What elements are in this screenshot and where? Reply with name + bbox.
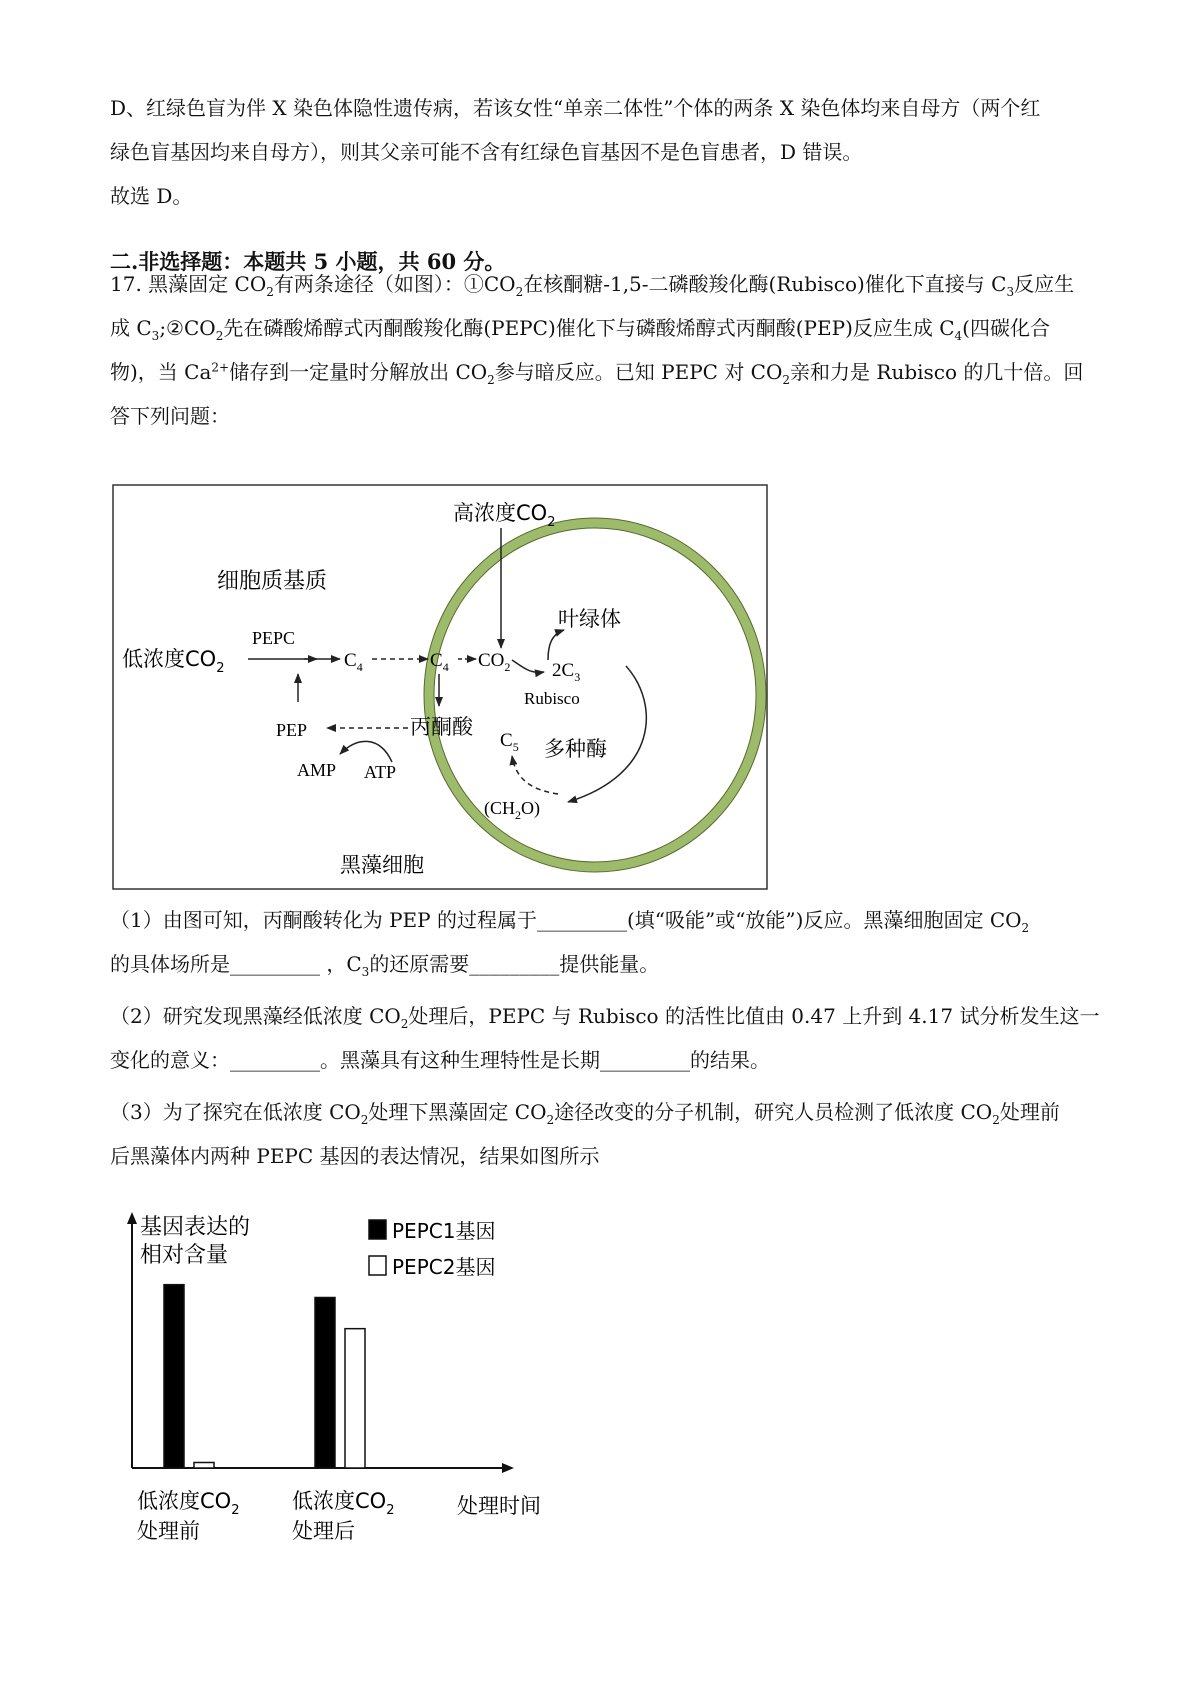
legend-swatch-2: [369, 1256, 386, 1275]
text-line: 17. 黑藻固定 $CO_2$有两条途径（如图）：$①CO_2$在核酮糖-1,5-二磷酸羧化酶(Rubisco)催化下直接与 $C_3$反应生: [110, 272, 1075, 299]
text-line: 物)，当 $Ca^{2+}$储存到一定量时分解放出 $CO_2$参与暗反应。已知 PEPC 对 $CO_2$亲和力是 Rubisco 的几十倍。回: [110, 360, 1084, 387]
bar-2-1: [194, 1463, 214, 1469]
text-line: 变化的意义：_________。黑藻具有这种生理特性是长期_________的结果。: [110, 1048, 770, 1072]
section-heading: 二.非选择题：本题共 5 小题，共 60 分。: [110, 249, 506, 274]
question-17-stem: [110, 262, 1100, 438]
bar-1-2: [315, 1298, 335, 1469]
sub-question-1: [110, 898, 1100, 986]
text-line: 答下列问题：: [110, 404, 230, 428]
carbon-fixation-diagram: [112, 484, 768, 890]
two-c3-label: $2C_3$: [552, 660, 581, 684]
x-tick-label-2: 低浓度$CO_2$: [292, 1489, 395, 1518]
y-axis-label-line2: 相对含量: [140, 1243, 229, 1268]
c4-cytoplasm-label: $C_4$: [344, 650, 363, 674]
legend-label-1: PEPC1基因: [392, 1219, 496, 1243]
cell-label: 黑藻细胞: [340, 853, 424, 877]
answer-line: 故选 D。: [110, 184, 193, 208]
x-tick-label-1: 低浓度$CO_2$: [137, 1489, 240, 1518]
text-line: 成 $C_3;②CO_2$先在磷酸烯醇式丙酮酸羧化酶(PEPC)催化下与磷酸烯醇式丙酮酸(PEP)反应生成 $C_4$(四碳化合: [110, 316, 1050, 343]
chart-legend: [369, 1219, 495, 1279]
text-line: D、红绿色盲为伴 X 染色体隐性遗传病，若该女性“单亲二体性”个体的两条 X 染色体均来自母方（两个红: [110, 96, 1041, 120]
bar-2-2: [345, 1329, 365, 1468]
y-axis-label-line1: 基因表达的: [140, 1215, 251, 1240]
pep-label: PEP: [276, 720, 308, 740]
co2-chloroplast-label: $CO_2$: [478, 650, 511, 674]
text-line: 绿色盲基因均来自母方），则其父亲可能不含有红绿色盲基因不是色盲患者，D 错误。: [110, 140, 863, 164]
sub-question-3: [110, 1090, 1100, 1178]
rubisco-label: Rubisco: [524, 689, 580, 708]
chloroplast-label: 叶绿体: [558, 607, 621, 631]
c5-label: $C_5$: [500, 730, 519, 754]
x-tick-sublabel-2: 处理后: [292, 1519, 355, 1543]
gene-expression-bar-chart: [112, 1208, 562, 1548]
amp-label: AMP: [297, 760, 337, 780]
cytoplasm-label: 细胞质基质: [217, 569, 328, 594]
text-line: （2）研究发现黑藻经低浓度 $CO_2$处理后，PEPC 与 Rubisco 的活性比值由 0.47 上升到 4.17 试分析发生这一: [110, 1004, 1100, 1031]
legend-swatch-1: [369, 1220, 386, 1239]
low-co2-label: 低浓度$CO_2$: [122, 647, 225, 676]
text-line: 后黑藻体内两种 PEPC 基因的表达情况，结果如图所示: [110, 1144, 600, 1168]
text-line: （3）为了探究在低浓度 $CO_2$处理下黑藻固定 $CO_2$途径改变的分子机制，研究人员检测了低浓度 $CO_2$处理前: [110, 1100, 1060, 1127]
c4-chloroplast-label: $C_4$: [430, 650, 449, 674]
x-axis-label: 处理时间: [457, 1494, 541, 1518]
high-co2-label: 高浓度$CO_2$: [453, 501, 556, 530]
option-d-explanation: [110, 86, 1100, 218]
pyruvate-label: 丙酮酸: [410, 715, 473, 739]
text-line: 的具体场所是_________ ，$C_3$的还原需要_________提供能量。: [110, 952, 660, 979]
sub-question-2: [110, 994, 1100, 1082]
legend-label-2: PEPC2基因: [392, 1255, 496, 1279]
x-tick-sublabel-1: 处理前: [137, 1519, 200, 1543]
pepc-label: PEPC: [252, 628, 296, 648]
enzymes-label: 多种酶: [544, 737, 607, 761]
ch2o-label: $(CH_2O)$: [484, 798, 540, 822]
atp-label: ATP: [364, 762, 397, 782]
bar-1-1: [164, 1285, 184, 1468]
text-line: （1）由图可知，丙酮酸转化为 PEP 的过程属于_________(填“吸能”或“放能”)反应。黑藻细胞固定 $CO_2$: [110, 908, 1030, 935]
